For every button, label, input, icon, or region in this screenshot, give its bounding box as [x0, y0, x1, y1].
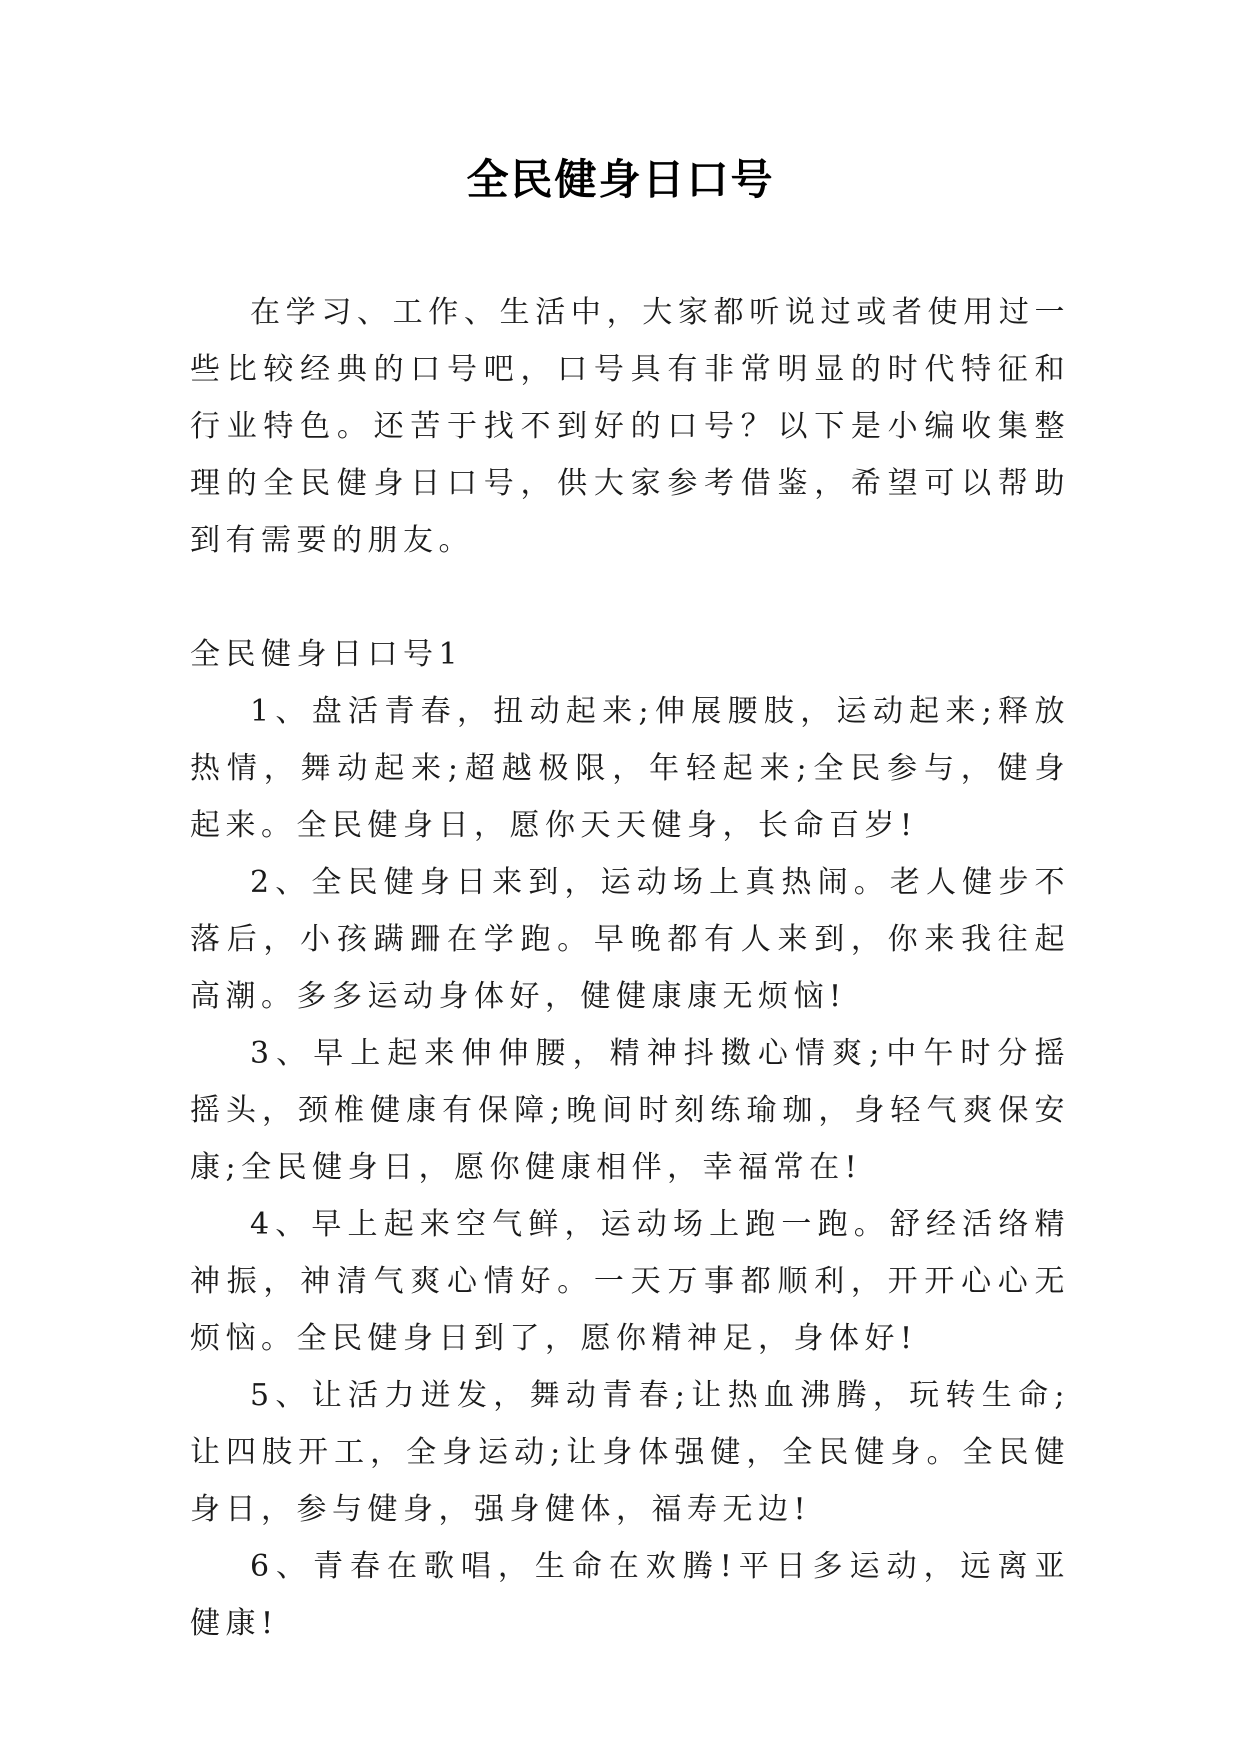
section-heading: 全民健身日口号1 — [190, 637, 464, 672]
slogan-item-5: 5、让活力迸发，舞动青春;让热血沸腾，玩转生命;让四肢开工，全身运动;让身体强健，全民健身。全民健身日，参与健身，强身健体，福寿无边! — [190, 1378, 1070, 1527]
document-body — [190, 284, 1070, 1652]
intro-paragraph: 在学习、工作、生活中，大家都听说过或者使用过一些比较经典的口号吧，口号具有非常明显的时代特征和行业特色。还苦于找不到好的口号？以下是小编收集整理的全民健身日口号，供大家参考借鉴，希望可以帮助到有需要的朋友。 — [190, 295, 1070, 558]
slogan-item-2: 2、全民健身日来到，运动场上真热闹。老人健步不落后，小孩蹒跚在学跑。早晚都有人来到，你来我往起高潮。多多运动身体好，健健康康无烦恼! — [190, 865, 1070, 1014]
slogan-item-3: 3、早上起来伸伸腰，精神抖擞心情爽;中午时分摇摇头，颈椎健康有保障;晚间时刻练瑜珈，身轻气爽保安康;全民健身日，愿你健康相伴，幸福常在! — [190, 1036, 1070, 1185]
slogan-item-4: 4、早上起来空气鲜，运动场上跑一跑。舒经活络精神振，神清气爽心情好。一天万事都顺利，开开心心无烦恼。全民健身日到了，愿你精神足，身体好! — [190, 1207, 1070, 1356]
slogan-item-6: 6、青春在歌唱，生命在欢腾!平日多运动，远离亚健康! — [190, 1549, 1070, 1641]
slogan-item-1: 1、盘活青春，扭动起来;伸展腰肢，运动起来;释放热情，舞动起来;超越极限，年轻起来;全民参与，健身起来。全民健身日，愿你天天健身，长命百岁! — [190, 694, 1070, 843]
page-title: 全民健身日口号 — [466, 155, 775, 204]
